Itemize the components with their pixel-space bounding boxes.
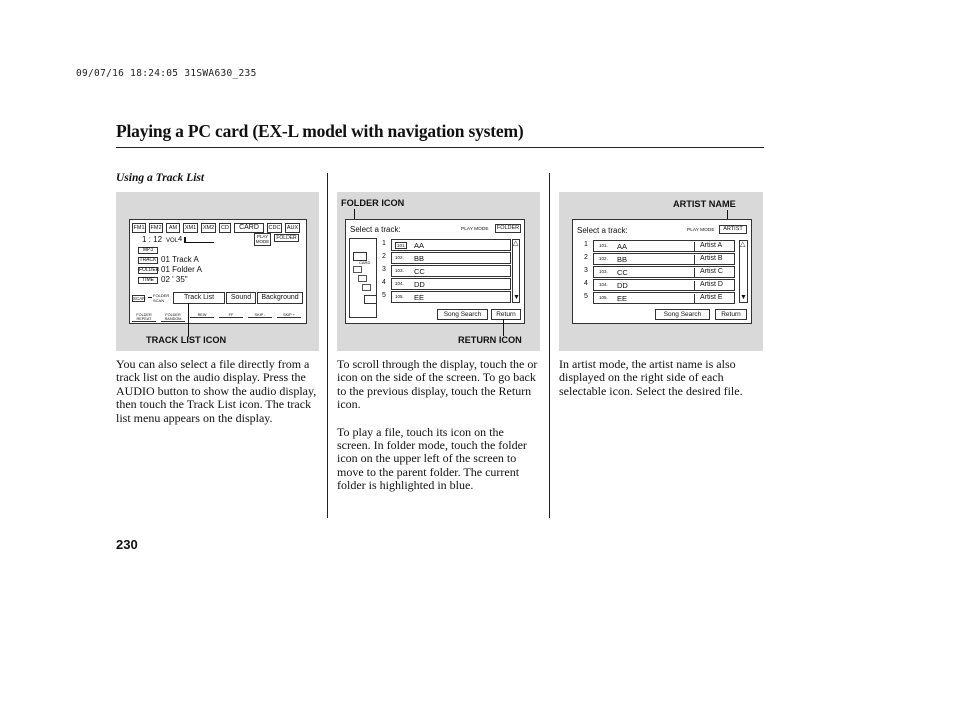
folder-icon-caption: FOLDER ICON	[341, 198, 405, 208]
track-code: 101	[397, 243, 405, 248]
row-number: 3	[584, 267, 588, 274]
play-mode-label: PLAY MODE	[461, 227, 489, 232]
track-name: CC	[414, 267, 425, 276]
track-name: EE	[414, 293, 425, 302]
print-stamp: 09/07/16 18:24:05 31SWA630_235	[76, 68, 257, 79]
track-list-button[interactable]: Track List	[173, 292, 225, 304]
column-2-paragraph-1: To scroll through the display, touch the or icon on the side of the screen. To go back to the previous display, touch the Return icon.	[337, 357, 538, 412]
artist-divider	[694, 294, 695, 303]
background-button[interactable]: Background	[257, 292, 303, 304]
band-button-fm2[interactable]: FM2	[150, 225, 162, 231]
track-row[interactable]	[593, 266, 735, 278]
column-divider-1	[327, 173, 328, 518]
row-number: 2	[584, 254, 588, 261]
soft-key-3[interactable]: REW	[190, 313, 214, 318]
track-row[interactable]	[593, 240, 735, 252]
artist-divider	[694, 268, 695, 277]
volume-value: 4	[178, 234, 183, 243]
artist-divider	[694, 255, 695, 264]
track-row[interactable]	[593, 279, 735, 291]
track-tag: TRACK	[139, 257, 157, 263]
band-button-card[interactable]: CARD	[234, 223, 264, 233]
folder-tree-node-1	[353, 266, 362, 273]
soft-key-5[interactable]: SKIP -	[248, 313, 272, 318]
column-1-paragraph: You can also select a file directly from a track list on the audio display. Press the AUDIO button to show the audio display, then touch the Track List icon. The track list menu appears on the display.	[116, 357, 317, 425]
folder-tree-node-3	[362, 284, 371, 291]
time-tag: TIME	[138, 277, 158, 284]
mp3-tag: MP3	[138, 247, 158, 254]
sound-button[interactable]: Sound	[226, 292, 256, 304]
band-button-aux[interactable]: AUX	[286, 225, 299, 231]
track-value: 01 Track A	[161, 255, 199, 264]
scroll-down-icon[interactable]: ▼	[513, 294, 520, 301]
track-code: 104.	[395, 281, 404, 286]
folder-tree-node-2	[358, 275, 367, 282]
soft-key-4[interactable]: FF	[219, 313, 243, 318]
artist-name: Artist A	[700, 242, 723, 249]
audio-display-screen	[129, 219, 307, 324]
scroll-up-icon[interactable]: △	[513, 240, 519, 247]
track-code: 102.	[599, 256, 608, 261]
column-2-paragraph-2: To play a file, touch its icon on the screen. In folder mode, touch the folder icon on the upper left of the screen to move to the parent folder. The current folder is highlighted in blue.	[337, 424, 527, 493]
column-3-text	[559, 358, 763, 412]
page-number: 230	[116, 537, 138, 552]
card-label: CARD	[359, 260, 371, 265]
track-code: 104.	[599, 282, 608, 287]
select-track-label: Select a track:	[350, 225, 401, 234]
scan-tag: SCAN	[133, 296, 146, 301]
scan-dash	[148, 297, 152, 298]
play-mode-label: PLAY MODE	[687, 228, 715, 233]
folder-button[interactable]: FOLDER	[274, 234, 299, 242]
artist-name: Artist C	[700, 268, 723, 275]
return-icon-caption: RETURN ICON	[458, 335, 522, 345]
play-mode-button[interactable]: PLAY MODE	[255, 234, 270, 244]
row-number: 3	[382, 266, 386, 273]
column-2-text	[337, 358, 539, 507]
song-search-button[interactable]: Song Search	[437, 309, 488, 320]
band-button-row	[132, 223, 304, 233]
return-button[interactable]: Return	[491, 309, 521, 320]
track-code: 103.	[599, 269, 608, 274]
artist-divider	[694, 242, 695, 251]
figure-folder-mode	[337, 192, 540, 351]
folder-tag: FOLDER	[139, 267, 160, 273]
track-row[interactable]	[391, 252, 511, 264]
row-number: 4	[584, 280, 588, 287]
band-button-xm2[interactable]: XM2	[202, 225, 215, 231]
figure-artist-mode	[559, 192, 763, 351]
band-button-fm1[interactable]: FM1	[133, 225, 145, 231]
folder-mode-screen	[345, 219, 525, 324]
band-button-cdc[interactable]: CDC	[268, 225, 281, 231]
row-number: 4	[382, 279, 386, 286]
elapsed-time: 1 : 12	[142, 235, 163, 244]
column-3-paragraph: In artist mode, the artist name is also displayed on the right side of each selectable icon. Select the desired file.	[559, 357, 743, 398]
soft-key-2[interactable]: FOLDER RANDOM	[161, 313, 185, 322]
track-list-icon-caption: TRACK LIST ICON	[146, 335, 227, 345]
column-1-text	[116, 358, 320, 439]
scroll-up-icon[interactable]: △	[740, 241, 746, 248]
volume-label: VOL	[166, 238, 179, 244]
folder-scan-label: FOLDER SCAN	[153, 293, 170, 303]
return-icon-leader	[503, 319, 504, 336]
track-row[interactable]	[391, 265, 511, 277]
soft-key-1[interactable]: FOLDER REPEAT	[132, 313, 156, 322]
track-name: CC	[617, 268, 628, 277]
return-button[interactable]: Return	[715, 309, 747, 320]
artist-name: Artist E	[700, 294, 723, 301]
row-number: 5	[584, 293, 588, 300]
row-number: 2	[382, 253, 386, 260]
track-code: 105.	[599, 295, 608, 300]
track-row[interactable]	[391, 278, 511, 290]
page-title: Playing a PC card (EX-L model with navigation system)	[116, 121, 524, 141]
track-name: BB	[414, 254, 425, 263]
track-name: AA	[617, 242, 628, 251]
artist-mode-screen	[572, 219, 752, 324]
band-button-am[interactable]: AM	[166, 223, 180, 233]
row-number: 1	[382, 240, 386, 247]
track-rows	[576, 240, 746, 306]
band-button-cd[interactable]: CD	[219, 223, 231, 233]
artist-name: Artist D	[700, 281, 723, 288]
folder-value: 01 Folder A	[161, 265, 202, 274]
artist-mode-button[interactable]: ARTIST	[719, 225, 747, 234]
track-row[interactable]	[593, 253, 735, 265]
current-folder-node	[364, 295, 377, 304]
track-code: 105.	[395, 294, 404, 299]
section-subhead: Using a Track List	[116, 172, 205, 184]
track-row[interactable]	[593, 292, 735, 304]
time-value: 02 ' 35"	[161, 275, 188, 284]
track-list-leader	[188, 303, 189, 337]
title-rule	[116, 147, 764, 148]
scrollbar[interactable]	[512, 239, 520, 303]
song-search-button[interactable]: Song Search	[655, 309, 710, 320]
figure-audio-display	[116, 192, 319, 351]
track-name: DD	[617, 281, 628, 290]
track-name: EE	[617, 294, 628, 303]
scrollbar[interactable]	[739, 240, 748, 303]
track-row[interactable]	[391, 239, 511, 251]
track-rows	[382, 239, 520, 305]
track-row[interactable]	[391, 291, 511, 303]
artist-name-caption: ARTIST NAME	[673, 199, 736, 209]
column-divider-2	[549, 173, 550, 518]
track-name: AA	[414, 241, 425, 250]
track-code: 102.	[395, 255, 404, 260]
row-number: 5	[382, 292, 386, 299]
audio-soft-keys	[132, 313, 304, 321]
scroll-down-icon[interactable]: ▼	[740, 294, 747, 301]
track-code: 101.	[599, 243, 608, 248]
row-number: 1	[584, 241, 588, 248]
track-name: BB	[617, 255, 628, 264]
band-button-xm1[interactable]: XM1	[184, 225, 197, 231]
track-code: 103.	[395, 268, 404, 273]
folder-mode-button[interactable]: FOLDER	[496, 225, 520, 231]
audio-bottom-buttons	[173, 292, 303, 304]
track-name: DD	[414, 280, 425, 289]
folder-tree-panel	[349, 238, 377, 318]
artist-name: Artist B	[700, 255, 723, 262]
soft-key-6[interactable]: SKIP +	[277, 313, 301, 318]
volume-bar	[184, 237, 214, 243]
select-track-label: Select a track:	[577, 226, 628, 235]
artist-divider	[694, 281, 695, 290]
